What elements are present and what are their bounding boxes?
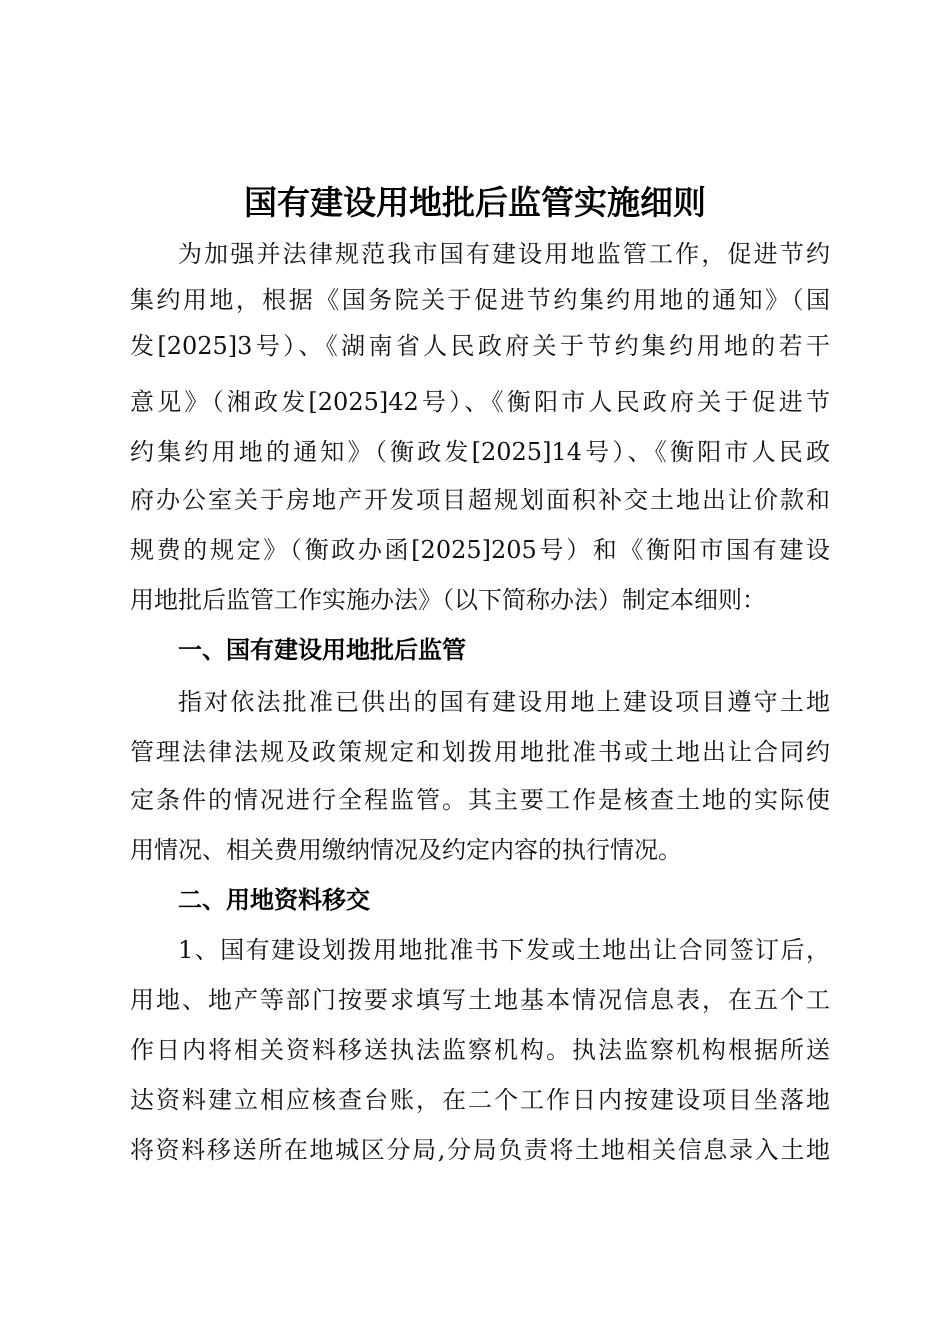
intro-line: 规费的规定》（衡政办函[2025]205号）和《衡阳市国有建设	[130, 536, 830, 564]
section-1-line: 定条件的情况进行全程监管。其主要工作是核查土地的实际使	[130, 786, 830, 814]
intro-line: 意见》（湘政发[2025]42号）、《衡阳市人民政府关于促进节	[130, 388, 830, 416]
intro-line: 发[2025]3号）、《湖南省人民政府关于节约集约用地的若干	[130, 332, 830, 360]
intro-line: 府办公室关于房地产开发项目超规划面积补交土地出让价款和	[130, 486, 830, 514]
intro-line: 集约用地，根据《国务院关于促进节约集约用地的通知》（国	[130, 286, 830, 314]
intro-line: 为加强并法律规范我市国有建设用地监管工作，促进节约	[178, 240, 830, 268]
section-1-line: 用情况、相关费用缴纳情况及约定内容的执行情况。	[130, 836, 682, 864]
section-2-line: 达资料建立相应核查台账，在二个工作日内按建设项目坐落地	[130, 1086, 830, 1114]
section-1-line: 管理法律法规及政策规定和划拨用地批准书或土地出让合同约	[130, 738, 830, 766]
document-title: 国有建设用地批后监管实施细则	[244, 183, 706, 222]
section-2-line: 将资料移送所在地城区分局,分局负责将土地相关信息录入土地	[130, 1136, 830, 1164]
section-heading-1: 一、国有建设用地批后监管	[178, 636, 466, 664]
section-heading-2: 二、用地资料移交	[178, 886, 370, 914]
intro-line: 用地批后监管工作实施办法》（以下简称办法）制定本细则：	[130, 586, 766, 614]
section-1-line: 指对依法批准已供出的国有建设用地上建设项目遵守土地	[178, 688, 830, 716]
intro-line: 约集约用地的通知》（衡政发[2025]14号）、《衡阳市人民政	[130, 438, 830, 466]
section-2-line: 作日内将相关资料移送执法监察机构。执法监察机构根据所送	[130, 1036, 830, 1064]
section-2-line: 1、国有建设划拨用地批准书下发或土地出让合同签订后，	[178, 936, 830, 964]
section-2-line: 用地、地产等部门按要求填写土地基本情况信息表，在五个工	[130, 986, 830, 1014]
